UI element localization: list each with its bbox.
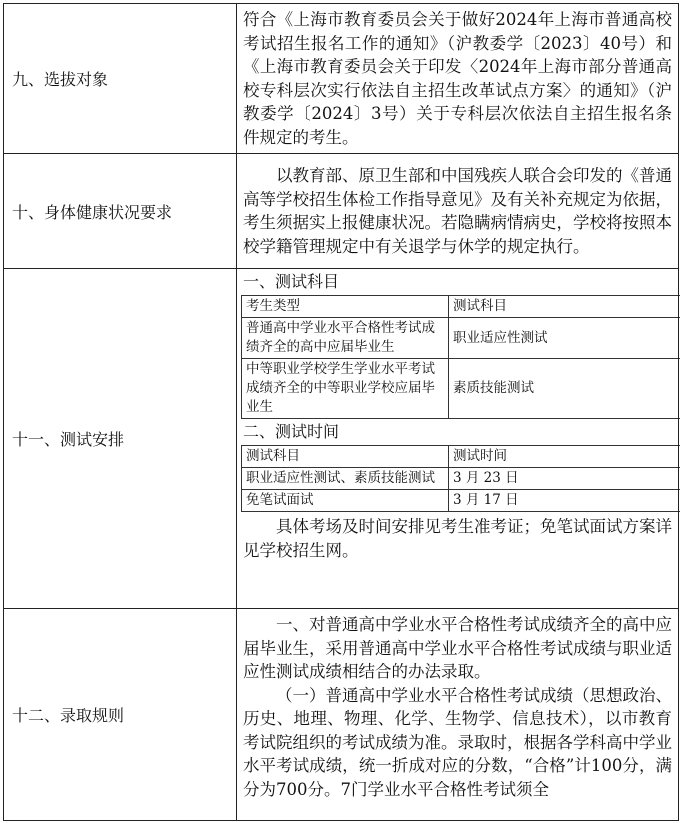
table-cell: 素质技能测试 [449,359,680,419]
test-note: 具体考场及时间安排见考生准考证；免笔试面试方案详见学校招生网。 [243,517,672,560]
row-admission-rules [4,609,679,821]
table-header [242,296,680,318]
table-cell: 测试科目 [449,296,680,318]
row-label: 十一、测试安排 [4,269,237,609]
table-row [242,468,680,490]
row-selection-target [4,4,679,154]
table-cell: 考生类型 [242,296,449,318]
row-label: 十二、录取规则 [4,609,237,821]
row-content [237,609,679,821]
table-row [242,490,680,512]
table-cell: 职业适应性测试 [449,318,680,359]
rule-paragraph: 一、对普通高中学业水平合格性考试成绩齐全的高中应届毕业生，采用普通高中学业水平合格性考试成绩与职业适应性测试成绩相结合的办法录取。 [243,615,672,681]
row-label: 十、身体健康状况要求 [4,154,237,269]
table-row [242,359,680,419]
row-content [237,269,679,609]
table-cell: 普通高中学业水平合格性考试成绩齐全的高中应届毕业生 [242,318,449,359]
rule-paragraph: （一）普通高中学业水平合格性考试成绩（思想政治、历史、地理、物理、化学、生物学、信息技术），以市教育考试院组织的考试成绩为准。录取时，根据各学科高中学业水平考试成绩，统一折成对应的分数，“合格”计100分，满分为700分。7门学业水平合格性考试须全 [243,685,672,799]
table-cell: 免笔试面试 [242,490,449,512]
admission-info-table [3,3,679,821]
test-subject-table [241,295,680,419]
test-time-table [241,445,680,512]
table-row [242,318,680,359]
table-header [242,446,680,468]
row-label: 九、选拔对象 [4,4,237,154]
table-cell: 职业适应性测试、素质技能测试 [242,468,449,490]
table-cell: 测试科目 [242,446,449,468]
row-test-arrangement [4,269,679,609]
section-title: 二、测试时间 [243,422,340,441]
table-cell: 3 月 23 日 [449,468,680,490]
table-cell: 中等职业学校学生学业水平考试成绩齐全的中等职业学校应届毕业生 [242,359,449,419]
row-content: 以教育部、原卫生部和中国残疾人联合会印发的《普通高等学校招生体检工作指导意见》及有关补充规定为依据，考生须据实上报健康状况。若隐瞒病情病史，学校将按照本校学籍管理规定中有关退学与休学的规定执行。 [237,154,679,269]
row-content: 符合《上海市教育委员会关于做好2024年上海市普通高校考试招生报名工作的通知》（沪教委学〔2023〕40号）和《上海市教育委员会关于印发〈2024年上海市部分普通高校专科层次实行依法自主招生改革试点方案〉的通知》（沪教委学〔2024〕3号）关于专科层次依法自主招生报名条件规定的考生。 [237,4,679,154]
table-cell: 3 月 17 日 [449,490,680,512]
table-cell: 测试时间 [449,446,680,468]
row-health-requirement [4,154,679,269]
section-title: 一、测试科目 [243,272,340,291]
